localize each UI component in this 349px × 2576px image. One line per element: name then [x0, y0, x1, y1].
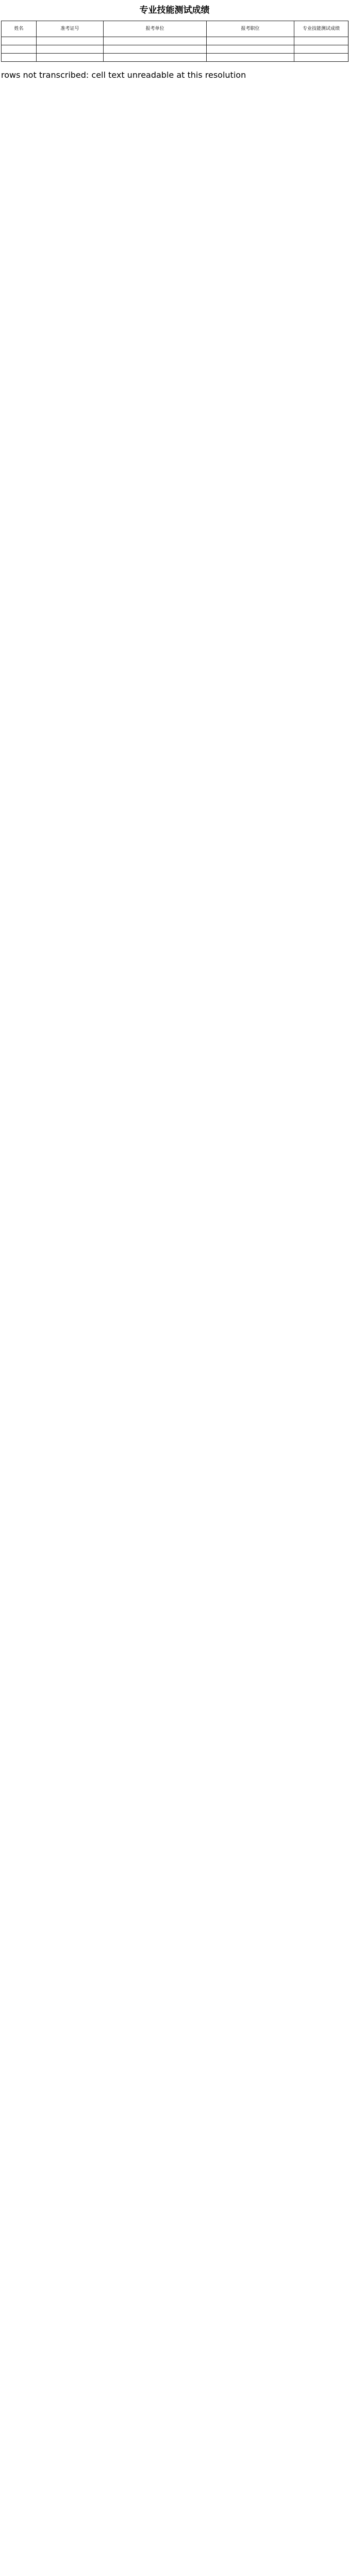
col-name: 姓名 — [2, 21, 37, 37]
transcription-note: rows not transcribed: cell text unreadable at this resolution — [1, 70, 246, 80]
col-position: 报考职位 — [207, 21, 294, 37]
score-table — [1, 21, 348, 62]
cell-unit — [104, 37, 207, 45]
cell-score — [294, 45, 348, 54]
cell-position — [207, 37, 294, 45]
col-score: 专业技能测试成绩 — [294, 21, 348, 37]
table-body — [2, 37, 348, 62]
col-unit: 报考单位 — [104, 21, 207, 37]
col-ticket: 准考证号 — [37, 21, 104, 37]
cell-unit — [104, 45, 207, 54]
cell-name — [2, 37, 37, 45]
cell-unit — [104, 54, 207, 62]
cell-ticket — [37, 54, 104, 62]
cell-ticket — [37, 45, 104, 54]
cell-score — [294, 37, 348, 45]
cell-position — [207, 54, 294, 62]
cell-ticket — [37, 37, 104, 45]
table-row — [2, 37, 348, 45]
page-title: 专业技能测试成绩 — [139, 5, 210, 15]
page — [0, 0, 349, 80]
cell-score — [294, 54, 348, 62]
table-row — [2, 54, 348, 62]
cell-name — [2, 54, 37, 62]
cell-name — [2, 45, 37, 54]
cell-position — [207, 45, 294, 54]
table-row — [2, 45, 348, 54]
header-row — [2, 21, 348, 37]
